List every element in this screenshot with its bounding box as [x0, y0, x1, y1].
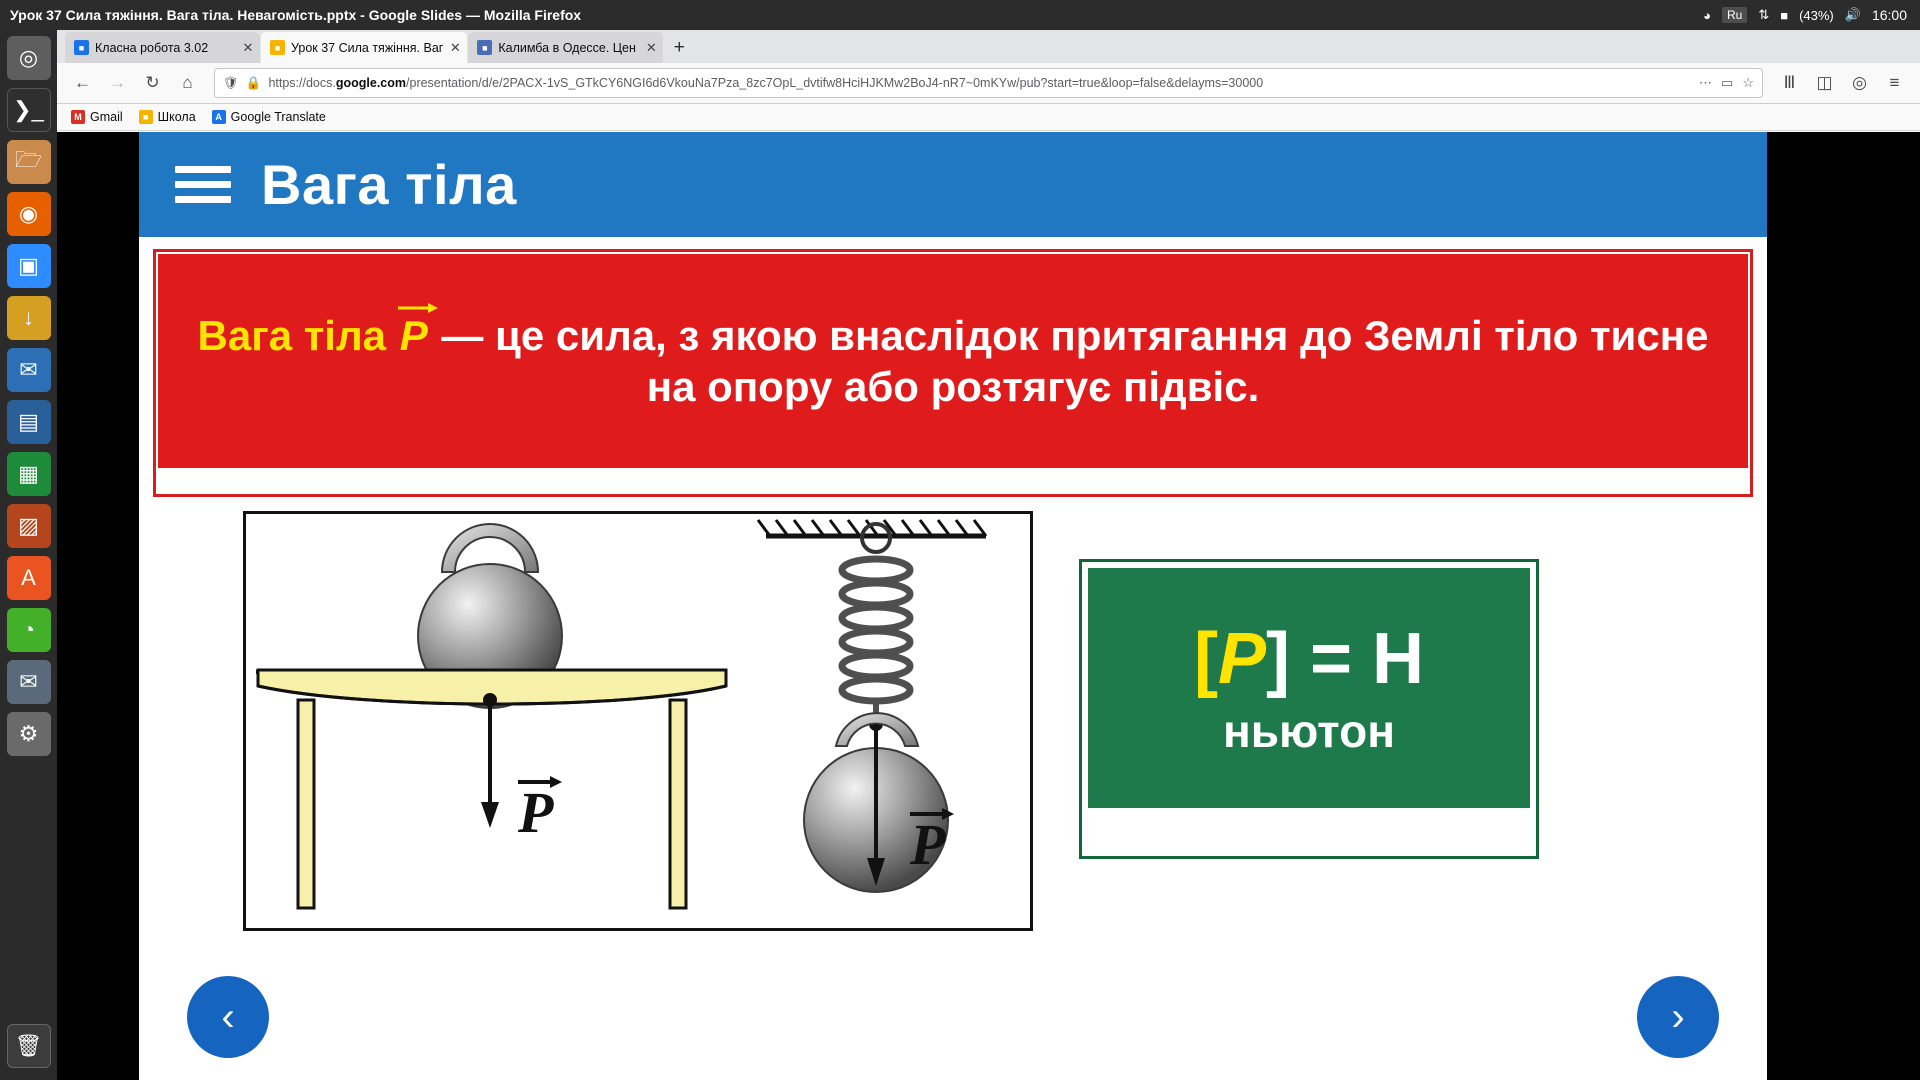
close-icon[interactable]: ✕	[449, 39, 461, 55]
school-icon: ■	[139, 110, 153, 124]
sidebar-icon[interactable]: ◫	[1816, 73, 1833, 92]
bookmark-star-icon[interactable]: ☆	[1742, 75, 1754, 90]
bookmark-google-translate[interactable]	[212, 110, 326, 124]
firefox-window	[57, 30, 1920, 1080]
physics-figure	[243, 511, 1033, 931]
definition-body: — це сила, з якою внаслідок притягання до Землі тіло тисне на опору або розтягує підвіс.	[429, 311, 1709, 410]
formula-symbol: P	[1217, 619, 1266, 699]
dock-item-thunderbird[interactable]: ✉	[7, 348, 51, 392]
dock-item-downloads[interactable]: ↓	[7, 296, 51, 340]
close-icon[interactable]: ✕	[242, 39, 254, 55]
clock[interactable]: 16:00	[1871, 7, 1907, 23]
url-prefix: https://docs.	[268, 76, 336, 90]
dock-item-ubuntu-software[interactable]: A	[7, 556, 51, 600]
dock-item-system-settings[interactable]: ⚙	[7, 712, 51, 756]
wifi-icon[interactable]: ◕	[1703, 7, 1711, 23]
gmail-icon: M	[71, 110, 85, 124]
next-slide-button[interactable]: ›	[1637, 976, 1719, 1058]
bookmark-label: Google Translate	[230, 110, 326, 124]
url-text	[268, 76, 1692, 90]
dock-item-zoom[interactable]: ▣	[7, 244, 51, 288]
svg-text:P: P	[910, 812, 946, 877]
tab-strip	[57, 30, 1920, 63]
address-bar[interactable]	[214, 68, 1763, 98]
unit-frame	[1079, 559, 1539, 859]
definition-frame	[153, 249, 1753, 497]
left-dock	[0, 30, 57, 1080]
unit-formula	[1194, 618, 1424, 700]
bookmarks-toolbar	[57, 104, 1920, 131]
account-icon[interactable]: ◎	[1852, 73, 1867, 92]
keyboard-layout-indicator[interactable]: Ru	[1722, 7, 1747, 23]
tab-label: Урок 37 Сила тяжіння. Ваг	[291, 40, 444, 55]
page-icon: ■	[477, 40, 492, 55]
window-title: Урок 37 Сила тяжіння. Вага тіла. Невагомість.pptx - Google Slides — Mozilla Firefox	[10, 7, 582, 23]
dock-item-libreoffice-calc[interactable]: ▦	[7, 452, 51, 496]
slide	[139, 132, 1767, 1080]
battery-percent[interactable]: (43%)	[1799, 7, 1834, 23]
unit-name: ньютон	[1222, 705, 1395, 757]
hamburger-icon[interactable]	[175, 166, 231, 203]
vector-arrow-icon	[396, 300, 438, 314]
reader-view-icon[interactable]: ▭	[1721, 75, 1734, 90]
library-icon[interactable]: Ⅲ	[1783, 73, 1796, 92]
slide-body	[139, 511, 1767, 1031]
dock-item-anaconda[interactable]: ◔	[7, 608, 51, 652]
slide-header	[139, 132, 1767, 237]
definition-term: Вага тіла	[197, 311, 387, 359]
tab-label: Калимба в Одессе. Цен	[498, 40, 636, 55]
system-indicators	[1703, 7, 1920, 23]
navigation-toolbar	[57, 63, 1920, 104]
dock-item-libreoffice-impress[interactable]: ▨	[7, 504, 51, 548]
app-menu-icon[interactable]: ≡	[1889, 73, 1900, 92]
new-tab-button[interactable]: +	[673, 37, 685, 58]
battery-icon[interactable]: ■	[1780, 7, 1789, 23]
page-actions-icon[interactable]: ⋯	[1699, 75, 1713, 90]
dock-item-mail-client[interactable]: ✉	[7, 660, 51, 704]
browser-tab-3[interactable]	[468, 32, 663, 63]
tab-label: Класна робота 3.02	[95, 40, 209, 55]
slides-icon: ■	[270, 40, 285, 55]
back-button[interactable]: ←	[74, 73, 91, 92]
slide-title: Вага тіла	[261, 153, 517, 216]
unit-box	[1088, 568, 1530, 808]
close-icon[interactable]: ✕	[645, 39, 657, 55]
bookmark-label: Школа	[157, 110, 196, 124]
presentation-viewport	[57, 132, 1920, 1080]
dock-item-ubuntu-software-search[interactable]: ◎	[7, 36, 51, 80]
forward-button[interactable]: →	[109, 73, 126, 92]
dock-item-libreoffice-writer[interactable]: ▤	[7, 400, 51, 444]
url-suffix: /presentation/d/e/2PACX-1vS_GTkCY6NGI6d6VkouNa7Pza_8zc7OpL_dvtifw8HciHJKMw2BoJ4-nR7~0mKYw/pub?start=true&loop=false&delayms=30000	[406, 76, 1264, 90]
bookmark-gmail[interactable]	[71, 110, 123, 124]
lock-icon[interactable]: 🔒	[245, 75, 262, 90]
bookmark-shkola[interactable]	[139, 110, 196, 124]
definition-box	[156, 252, 1750, 470]
address-bar-actions	[1699, 75, 1754, 91]
svg-text:P: P	[518, 780, 554, 845]
home-button[interactable]: ⌂	[182, 73, 193, 92]
bookmark-label: Gmail	[90, 110, 123, 124]
volume-icon[interactable]: 🔊	[1844, 7, 1861, 22]
figure-drawing	[246, 514, 1030, 928]
definition-text	[180, 310, 1726, 412]
os-top-bar	[0, 0, 1920, 30]
dock-item-terminal[interactable]: ❯_	[7, 88, 51, 132]
formula-bracket-left: [	[1193, 619, 1218, 699]
browser-tab-1[interactable]	[65, 32, 260, 63]
translate-icon: A	[212, 110, 226, 124]
definition-symbol: P	[399, 311, 428, 359]
dock-item-firefox[interactable]: ◉	[7, 192, 51, 236]
vector-p-symbol	[398, 310, 430, 361]
bluetooth-icon[interactable]: ⇅	[1758, 7, 1770, 22]
slides-icon: ■	[74, 40, 89, 55]
url-domain: google.com	[335, 76, 407, 90]
shield-icon[interactable]: 🛡	[223, 75, 239, 90]
browser-tab-2[interactable]	[261, 32, 467, 63]
reload-button[interactable]: ↻	[145, 73, 160, 92]
dock-item-files[interactable]: 🗁	[7, 140, 51, 184]
dock-item-trash[interactable]: 🗑	[7, 1024, 51, 1068]
formula-right: ] = Н	[1265, 619, 1425, 699]
previous-slide-button[interactable]: ‹	[187, 976, 269, 1058]
